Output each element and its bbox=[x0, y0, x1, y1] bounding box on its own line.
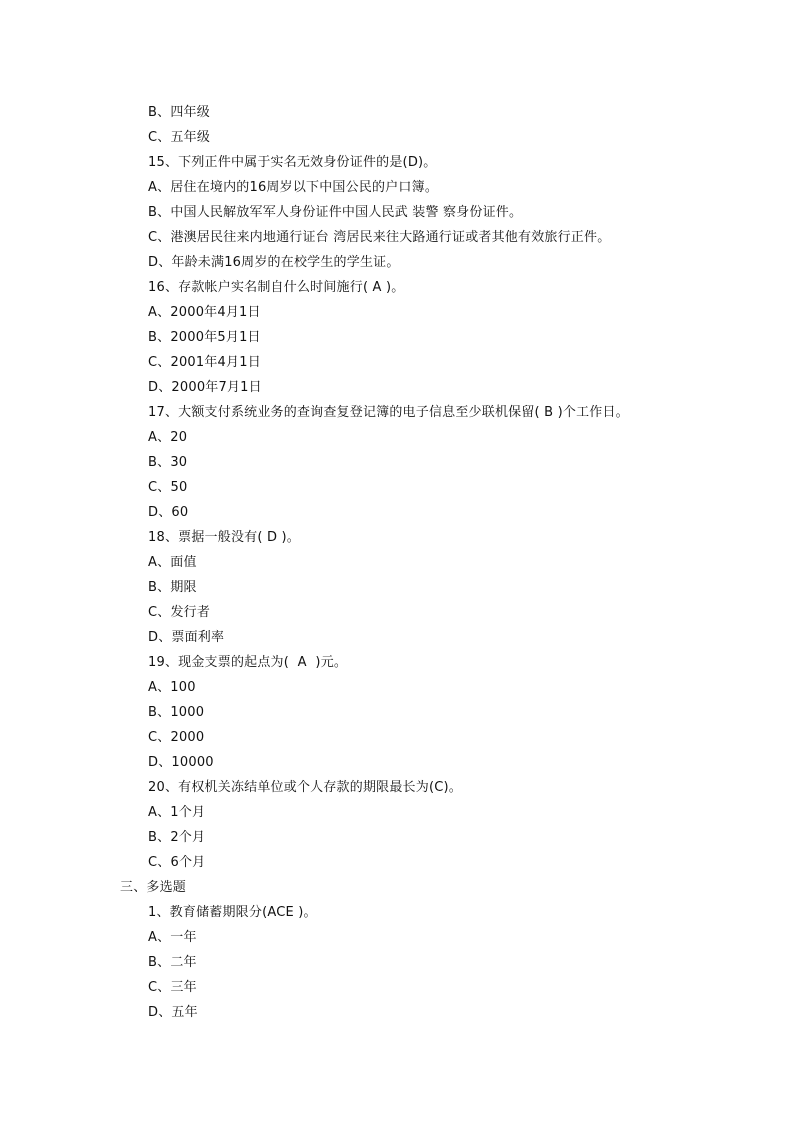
option-line: B、1000 bbox=[148, 705, 205, 720]
option-line: A、面值 bbox=[148, 555, 197, 570]
option-line: C、三年 bbox=[148, 980, 197, 995]
option-line: A、2000年4月1日 bbox=[148, 305, 261, 320]
option-line: C、2001年4月1日 bbox=[148, 355, 261, 370]
option-line: D、2000年7月1日 bbox=[148, 380, 262, 395]
document-body bbox=[0, 100, 794, 1025]
option-line: B、2000年5月1日 bbox=[148, 330, 261, 345]
option-line: A、20 bbox=[148, 430, 188, 445]
question-line: 17、大额支付系统业务的查询查复登记簿的电子信息至少联机保留( B )个工作日。 bbox=[148, 405, 629, 420]
question-line: 19、现金支票的起点为( A )元。 bbox=[148, 655, 348, 670]
option-line: A、100 bbox=[148, 680, 196, 695]
question-line: 16、存款帐户实名制自什么时间施行( A )。 bbox=[148, 280, 405, 295]
question-line: 20、有权机关冻结单位或个人存款的期限最长为(C)。 bbox=[148, 780, 462, 795]
option-line: D、60 bbox=[148, 505, 189, 520]
option-line: B、二年 bbox=[148, 955, 197, 970]
option-line: D、年龄未满16周岁的在校学生的学生证。 bbox=[148, 255, 400, 270]
option-line: B、中国人民解放军军人身份证件中国人民武 装警 察身份证件。 bbox=[148, 205, 523, 220]
option-line: A、1个月 bbox=[148, 805, 206, 820]
option-line: D、五年 bbox=[148, 1005, 198, 1020]
option-line: B、30 bbox=[148, 455, 188, 470]
option-line: C、港澳居民往来内地通行证台 湾居民来往大路通行证或者其他有效旅行正件。 bbox=[148, 230, 611, 245]
question-line: 15、下列正件中属于实名无效身份证件的是(D)。 bbox=[148, 155, 437, 170]
option-line: B、四年级 bbox=[148, 105, 210, 120]
option-line: C、发行者 bbox=[148, 605, 211, 620]
section-heading: 三、多选题 bbox=[120, 880, 187, 895]
option-line: C、五年级 bbox=[148, 130, 211, 145]
question-line: 1、教育储蓄期限分(ACE )。 bbox=[148, 905, 317, 920]
question-line: 18、票据一般没有( D )。 bbox=[148, 530, 300, 545]
option-line: A、一年 bbox=[148, 930, 197, 945]
option-line: D、票面利率 bbox=[148, 630, 225, 645]
option-line: B、期限 bbox=[148, 580, 197, 595]
option-line: C、6个月 bbox=[148, 855, 206, 870]
option-line: C、2000 bbox=[148, 730, 205, 745]
option-line: D、10000 bbox=[148, 755, 214, 770]
option-line: B、2个月 bbox=[148, 830, 206, 845]
option-line: C、50 bbox=[148, 480, 188, 495]
option-line: A、居住在境内的16周岁以下中国公民的户口簿。 bbox=[148, 180, 439, 195]
